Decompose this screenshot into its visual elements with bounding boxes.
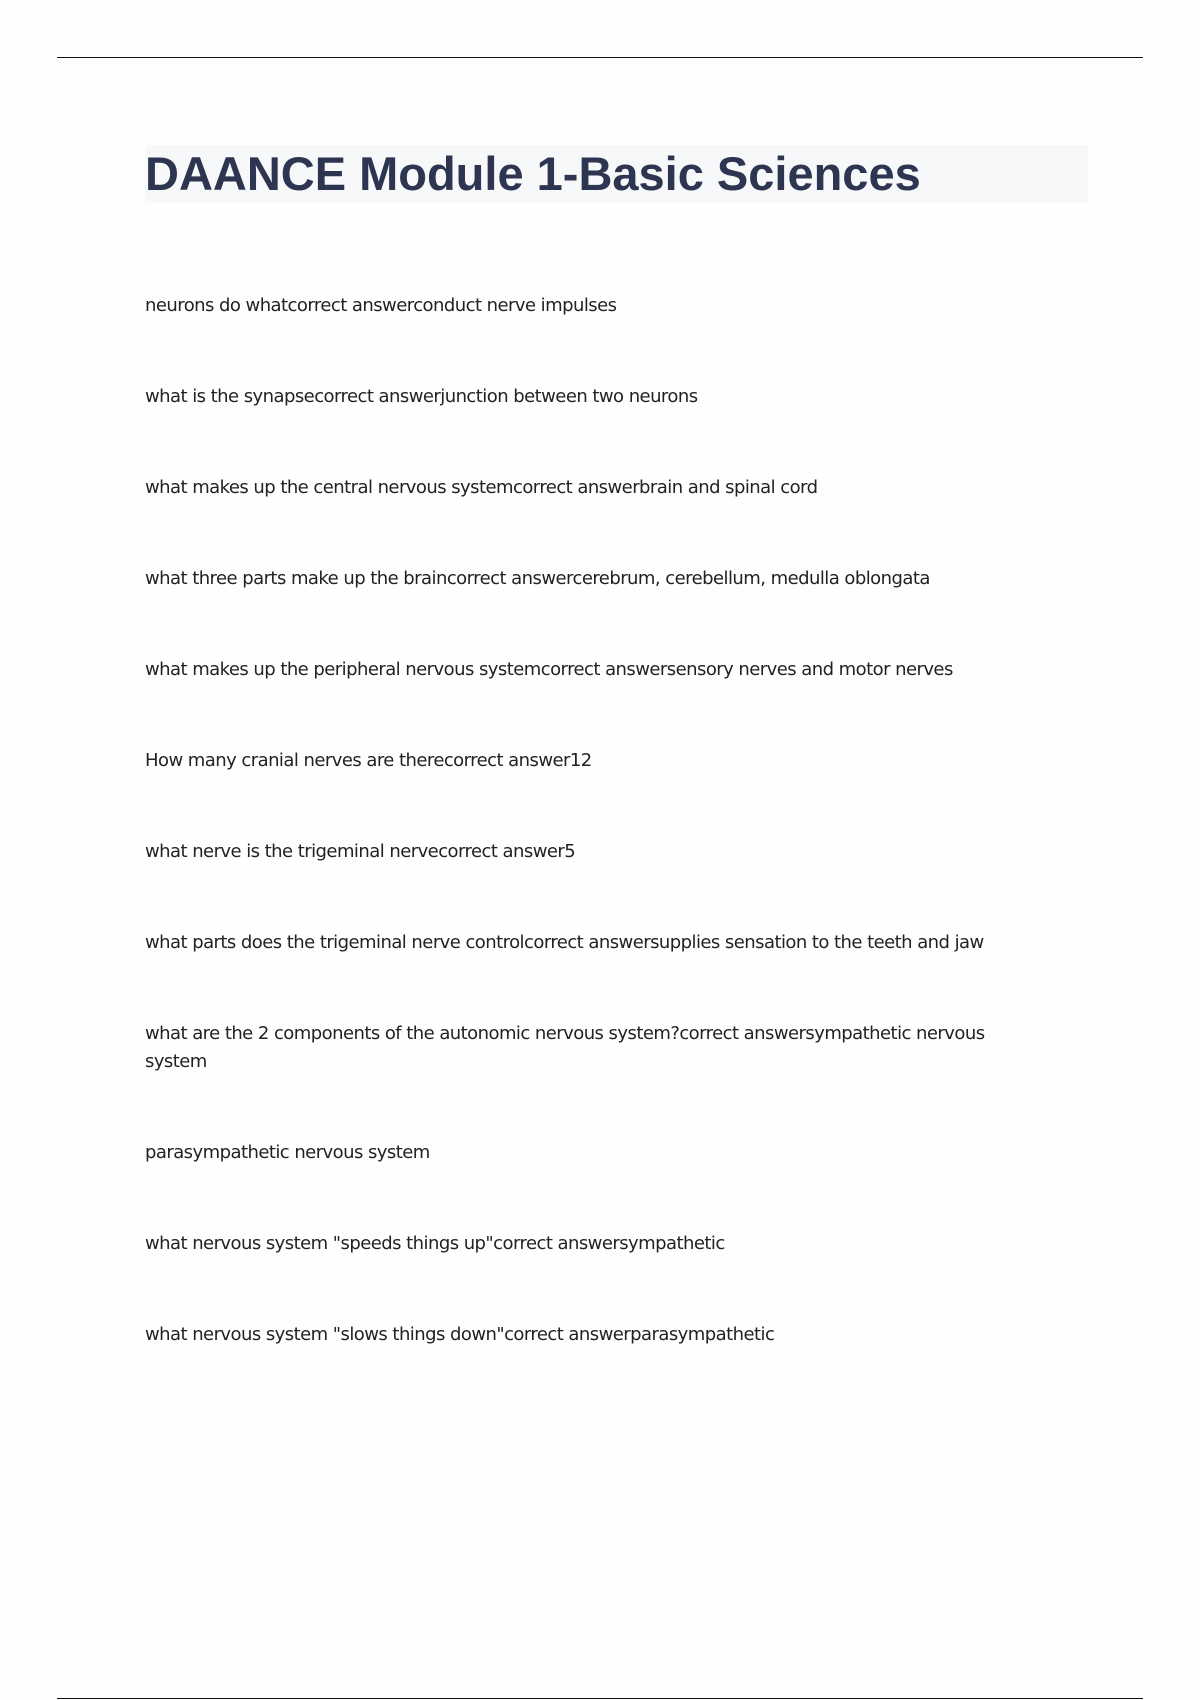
list-item: How many cranial nerves are therecorrect answer12 [145, 750, 592, 771]
question-answer-list [145, 292, 1045, 1412]
document-title: DAANCE Module 1-Basic Sciences [145, 147, 921, 200]
bottom-rule [57, 1698, 1143, 1699]
list-item: what are the 2 components of the autonomic nervous system?correct answersympathetic nervous system [145, 1023, 985, 1072]
list-item: what makes up the central nervous systemcorrect answerbrain and spinal cord [145, 477, 818, 498]
list-item: what nervous system "slows things down"correct answerparasympathetic [145, 1324, 775, 1345]
list-item: what parts does the trigeminal nerve controlcorrect answersupplies sensation to the teeth and jaw [145, 932, 984, 953]
list-item: what nervous system "speeds things up"correct answersympathetic [145, 1233, 725, 1254]
list-item: what is the synapsecorrect answerjunction between two neurons [145, 386, 698, 407]
list-item: what nerve is the trigeminal nervecorrect answer5 [145, 841, 576, 862]
list-item: what three parts make up the braincorrect answercerebrum, cerebellum, medulla oblongata [145, 568, 930, 589]
list-item: parasympathetic nervous system [145, 1142, 430, 1163]
list-item: what makes up the peripheral nervous systemcorrect answersensory nerves and motor nerves [145, 659, 953, 680]
top-rule [57, 57, 1143, 58]
list-item: neurons do whatcorrect answerconduct nerve impulses [145, 295, 617, 316]
